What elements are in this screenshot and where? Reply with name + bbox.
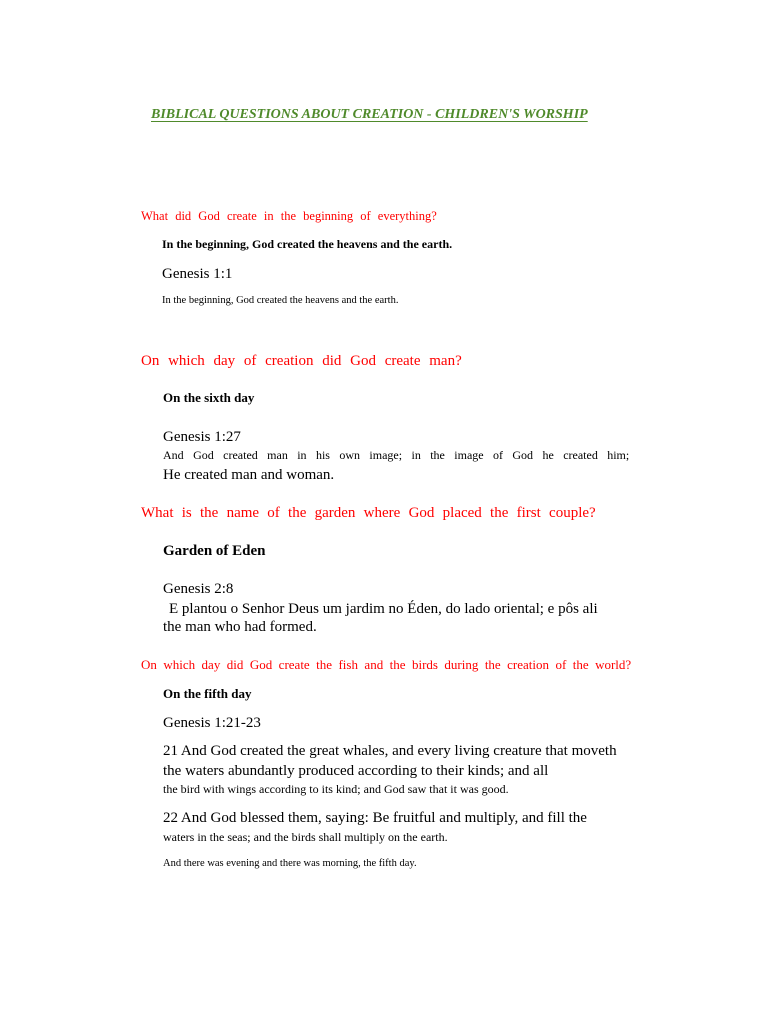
verse-4-line-6: And there was evening and there was morning, the fifth day. <box>163 858 417 869</box>
question-1: What did God create in the beginning of everything? <box>141 209 437 223</box>
answer-2: On the sixth day <box>163 390 255 405</box>
question-4: On which day did God create the fish and the birds during the creation of the world? <box>141 657 632 672</box>
verse-4-line-2: the waters abundantly produced according to their kinds; and all <box>163 763 549 779</box>
verse-3-line-2: the man who had formed. <box>163 619 317 635</box>
question-3: What is the name of the garden where God placed the first couple? <box>141 505 596 521</box>
verse-4-line-5: waters in the seas; and the birds shall multiply on the earth. <box>163 830 448 844</box>
reference-2: Genesis 1:27 <box>163 429 241 445</box>
reference-3: Genesis 2:8 <box>163 581 234 597</box>
verse-4-line-3: the bird with wings according to its kind; and God saw that it was good. <box>163 782 509 796</box>
answer-4: On the fifth day <box>163 686 252 701</box>
verse-4-line-4: 22 And God blessed them, saying: Be fruitful and multiply, and fill the <box>163 810 587 826</box>
answer-1: In the beginning, God created the heavens and the earth. <box>162 237 453 251</box>
verse-4-line-1: 21 And God created the great whales, and every living creature that moveth <box>163 743 617 759</box>
document-title: BIBLICAL QUESTIONS ABOUT CREATION - CHILDREN'S WORSHIP <box>151 107 588 122</box>
verse-3-line-1: E plantou o Senhor Deus um jardim no Éden, do lado oriental; e pôs ali <box>169 601 598 617</box>
verse-2-line-1: And God created man in his own image; in the image of God he created him; <box>163 448 630 462</box>
reference-1: Genesis 1:1 <box>162 266 233 282</box>
question-2: On which day of creation did God create man? <box>141 353 462 369</box>
verse-1-line-1: In the beginning, God created the heavens and the earth. <box>162 295 399 306</box>
verse-2-line-2: He created man and woman. <box>163 467 335 483</box>
answer-3: Garden of Eden <box>163 543 266 559</box>
reference-4: Genesis 1:21-23 <box>163 715 261 731</box>
